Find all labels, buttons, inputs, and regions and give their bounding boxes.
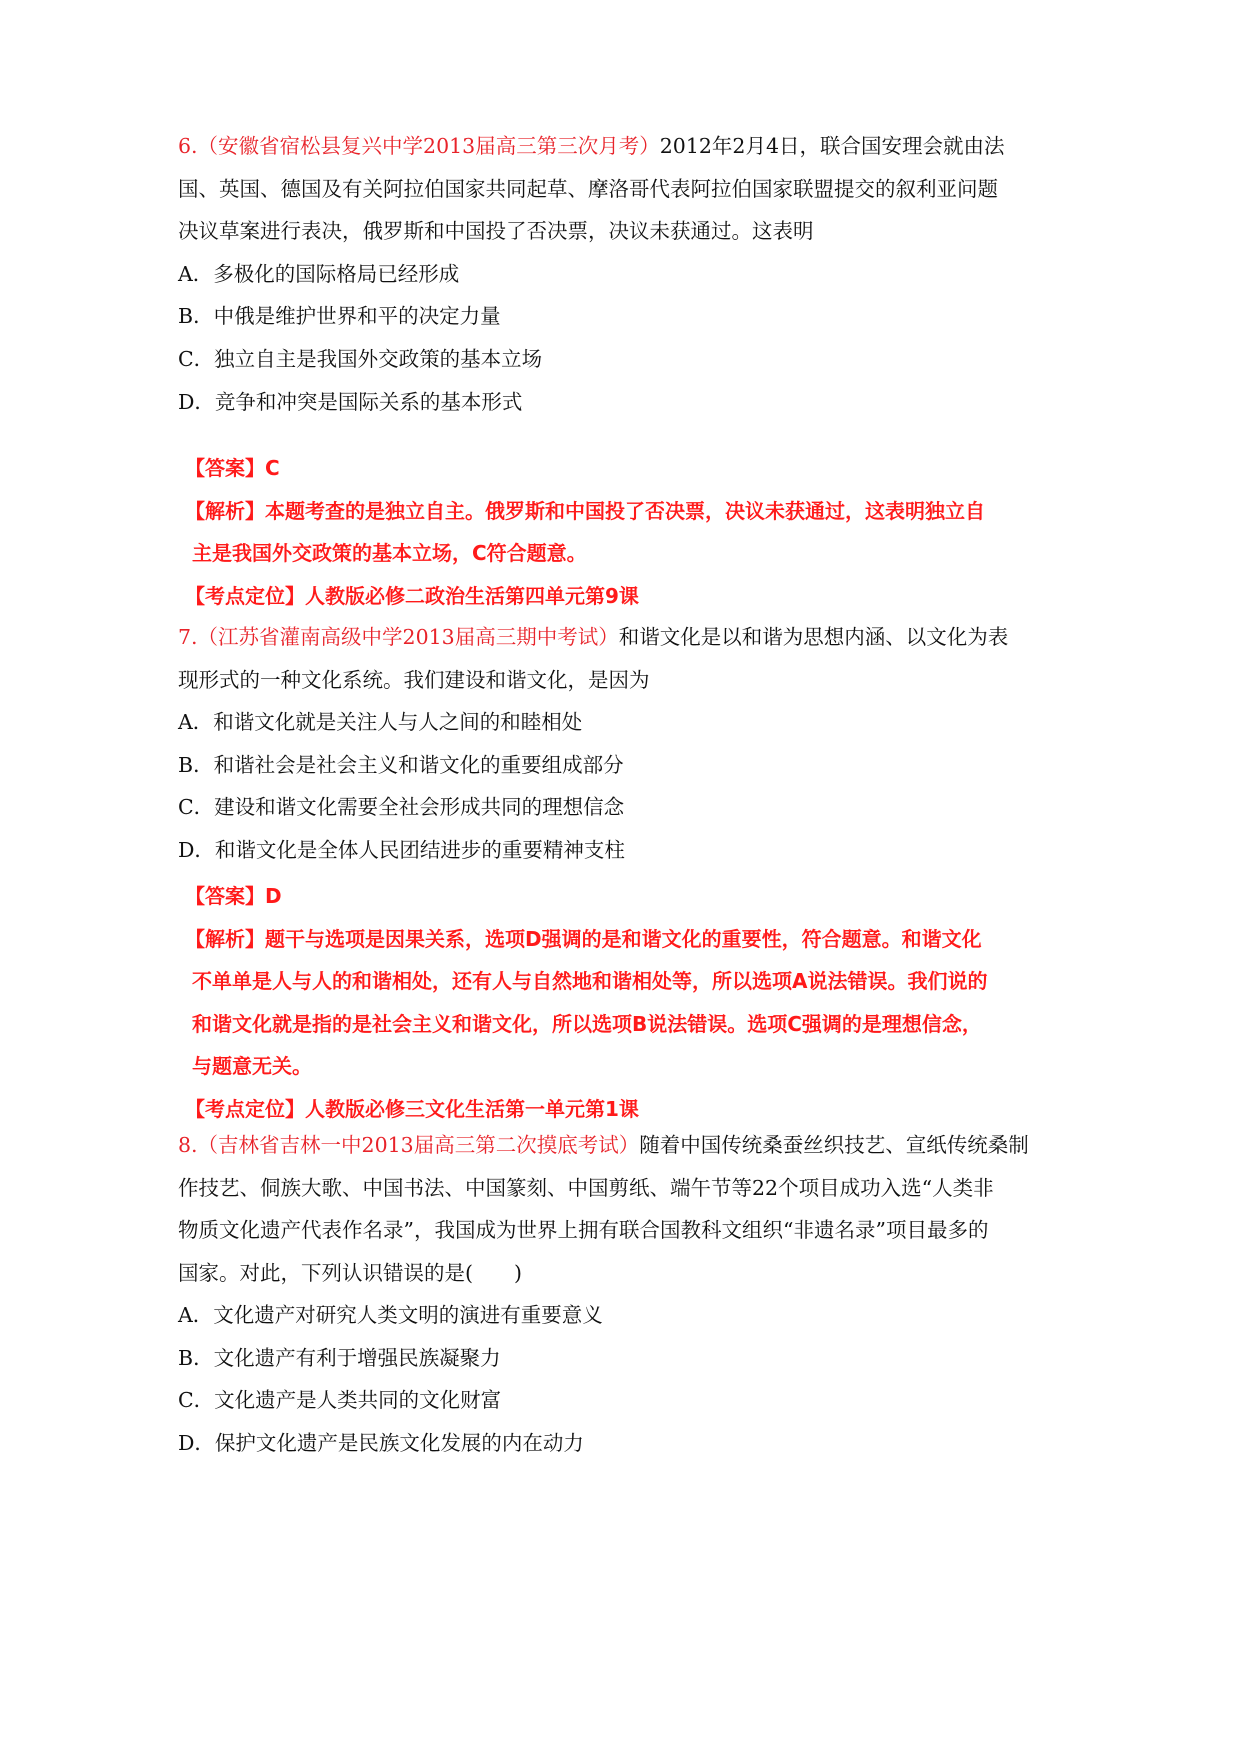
option-b: B．中俄是维护世界和平的决定力量 <box>178 304 501 329</box>
question-stem-line <box>178 125 1068 168</box>
analysis-line <box>185 490 1085 533</box>
point-text: 人教版必修三文化生活第一单元第1课 <box>305 1096 639 1121</box>
option-d: D．保护文化遗产是民族文化发展的内在动力 <box>178 1431 584 1456</box>
point-tag: 【考点定位】 <box>185 1096 305 1121</box>
question-stem-line: 国、英国、德国及有关阿拉伯国家共同起草、摩洛哥代表阿拉伯国家联盟提交的叙利亚问题 <box>178 176 998 201</box>
option-a: A．文化遗产对研究人类文明的演进有重要意义 <box>178 1303 603 1327</box>
analysis-text: 本题考查的是独立自主。俄罗斯和中国投了否决票，决议未获通过，这表明独立自 <box>265 498 985 523</box>
analysis-line: 不单单是人与人的和谐相处，还有人与自然地和谐相处等，所以选项A说法错误。我们说的 <box>192 969 988 993</box>
answer-value: D <box>265 884 282 908</box>
question-stem-text: 随着中国传统桑蚕丝织技艺、宣纸传统桑制 <box>639 1133 1029 1157</box>
analysis-line <box>185 918 1085 961</box>
answer-block-7 <box>185 875 1085 1130</box>
answer-value: C <box>265 456 280 480</box>
question-stem-text: 2012年2月4日，联合国安理会就由法 <box>659 134 1005 158</box>
question-source: 8.（吉林省吉林一中2013届高三第二次摸底考试） <box>178 1133 640 1157</box>
option-d: D．竞争和冲突是国际关系的基本形式 <box>178 389 523 414</box>
question-stem-line: 作技艺、侗族大歌、中国书法、中国篆刻、中国剪纸、端午节等22个项目成功入选“人类非 <box>178 1175 994 1200</box>
question-stem-line <box>178 1124 1068 1167</box>
answer-line <box>185 875 1085 918</box>
question-stem-line <box>178 616 1068 659</box>
analysis-tag: 【解析】 <box>185 926 265 951</box>
analysis-tag: 【解析】 <box>185 498 265 523</box>
answer-block-6 <box>185 447 1085 617</box>
analysis-text: 题干与选项是因果关系，选项D强调的是和谐文化的重要性，符合题意。和谐文化 <box>265 926 982 951</box>
option-c: C．独立自主是我国外交政策的基本立场 <box>178 346 543 371</box>
option-a: A．和谐文化就是关注人与人之间的和睦相处 <box>178 710 583 734</box>
point-tag: 【考点定位】 <box>185 583 305 608</box>
question-stem-text: 和谐文化是以和谐为思想内涵、以文化为表 <box>618 625 1009 649</box>
question-stem-line: 现形式的一种文化系统。我们建设和谐文化，是因为 <box>178 667 650 692</box>
question-stem-line: 决议草案进行表决，俄罗斯和中国投了否决票，决议未获通过。这表明 <box>178 219 814 243</box>
option-c: C．文化遗产是人类共同的文化财富 <box>178 1388 502 1413</box>
option-a: A．多极化的国际格局已经形成 <box>178 261 460 286</box>
answer-tag: 【答案】 <box>185 884 265 908</box>
answer-line <box>185 447 1085 490</box>
question-stem-line: 国家。对此，下列认识错误的是( ) <box>178 1260 522 1285</box>
question-source: 7.（江苏省灌南高级中学2013届高三期中考试） <box>178 625 619 649</box>
question-8 <box>178 1124 1068 1465</box>
question-7 <box>178 616 1068 872</box>
analysis-line: 和谐文化就是指的是社会主义和谐文化，所以选项B说法错误。选项C强调的是理想信念， <box>192 1011 982 1036</box>
option-b: B．文化遗产有利于增强民族凝聚力 <box>178 1345 501 1370</box>
question-stem-line: 物质文化遗产代表作名录”，我国成为世界上拥有联合国教科文组织“非遗名录”项目最多的 <box>178 1218 989 1242</box>
option-b: B．和谐社会是社会主义和谐文化的重要组成部分 <box>178 752 624 777</box>
point-text: 人教版必修二政治生活第四单元第9课 <box>305 583 639 608</box>
analysis-line: 主是我国外交政策的基本立场，C符合题意。 <box>192 541 587 565</box>
analysis-line: 与题意无关。 <box>192 1054 312 1078</box>
answer-tag: 【答案】 <box>185 456 265 480</box>
question-source: 6.（安徽省宿松县复兴中学2013届高三第三次月考） <box>178 134 660 158</box>
question-6 <box>178 125 1068 423</box>
point-line <box>185 575 1085 618</box>
option-d: D．和谐文化是全体人民团结进步的重要精神支柱 <box>178 838 625 863</box>
option-c: C．建设和谐文化需要全社会形成共同的理想信念 <box>178 795 625 820</box>
